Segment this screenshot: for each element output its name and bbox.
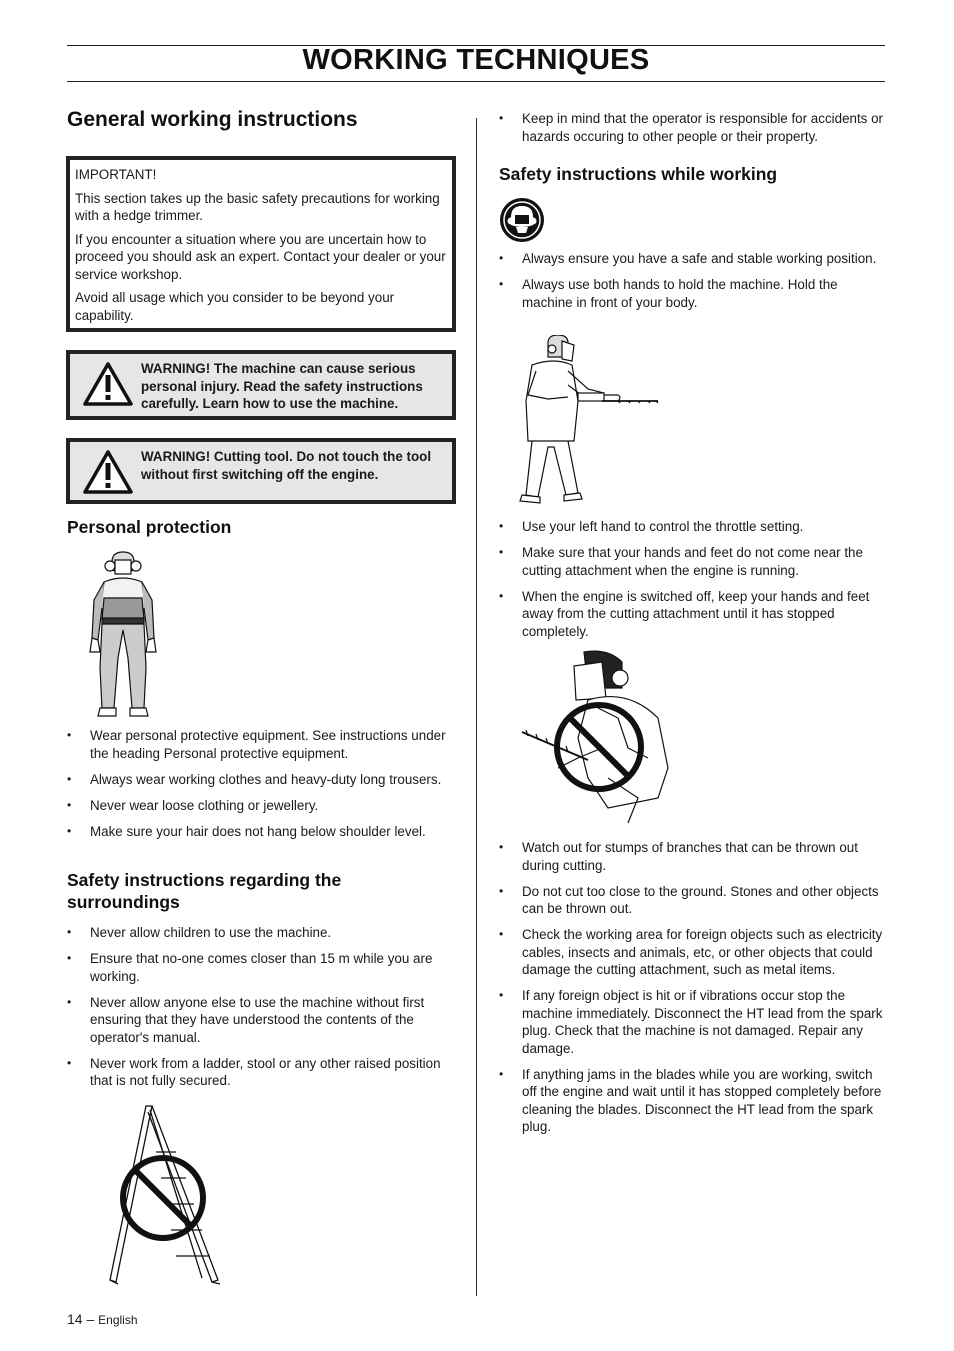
important-paragraph: If you encounter a situation where you are uncertain how to proceed you should ask an expert. Contact your dealer or your service workshop. (75, 231, 446, 282)
list-item: • If anything jams in the blades while you are working, switch off the engine and wait until it has stopped completely before cleaning the blades. Disconnect the HT lead from the spark plug. (499, 1066, 887, 1136)
list-item: • Always ensure you have a safe and stable working position. (499, 250, 887, 268)
list-item: • If any foreign object is hit or if vibrations occur stop the machine immediately. Disconnect the HT lead from the spark plug. Check that the machine is not damaged. Repair any damage. (499, 987, 887, 1057)
page-number: 14 – (67, 1311, 95, 1327)
section-title-personal-protection: Personal protection (67, 517, 232, 537)
list-item: • Make sure that your hands and feet do not come near the cutting attachment when the engine is running. (499, 544, 887, 579)
list-item: • Use your left hand to control the throttle setting. (499, 518, 887, 536)
warning-triangle-icon (83, 450, 133, 494)
warning-box-serious-injury (66, 350, 456, 420)
list-item: • Never wear loose clothing or jewellery. (67, 797, 457, 815)
header-bottom-rule (67, 81, 885, 82)
surroundings-list (67, 924, 457, 1098)
important-paragraph: This section takes up the basic safety precautions for working with a hedge trimmer. (75, 190, 440, 223)
list-item: • Check the working area for foreign objects such as electricity cables, insects and animals, etc, or other objects that could damage the cutting attachment, such as metal items. (499, 926, 887, 979)
protective-equipment-mandatory-icon (499, 197, 545, 243)
list-item: • Never work from a ladder, stool or any other raised position that is not fully secured. (67, 1055, 457, 1090)
hazard-awareness-list (499, 839, 887, 1144)
operator-holding-trimmer-illustration (518, 335, 663, 507)
section-title-while-working: Safety instructions while working (499, 164, 778, 184)
list-item: • Make sure your hair does not hang below shoulder level. (67, 823, 457, 841)
page-footer (67, 1311, 138, 1327)
list-item: • Always use both hands to hold the machine. Hold the machine in front of your body. (499, 276, 887, 311)
warning-text: WARNING! The machine can cause serious personal injury. Read the safety instructions carefully. Learn how to use the machine. (141, 361, 423, 411)
list-item: • When the engine is switched off, keep your hands and feet away from the cutting attachment until it has stopped completely. (499, 588, 887, 641)
operator-responsibility-list (499, 110, 887, 154)
warning-box-cutting-tool (66, 438, 456, 504)
list-item: • Always wear working clothes and heavy-duty long trousers. (67, 771, 457, 789)
list-item: • Keep in mind that the operator is responsible for accidents or hazards occuring to other people or their property. (499, 110, 887, 145)
warning-triangle-icon (83, 362, 133, 406)
column-divider (476, 118, 477, 1296)
section-title-surroundings: Safety instructions regarding the surroundings (67, 870, 342, 912)
no-touch-blade-prohibition-illustration (518, 648, 678, 828)
list-item: • Watch out for stumps of branches that can be thrown out during cutting. (499, 839, 887, 874)
personal-protection-list (67, 727, 457, 849)
list-item: • Do not cut too close to the ground. Stones and other objects can be thrown out. (499, 883, 887, 918)
important-box (66, 156, 456, 332)
page-title: WORKING TECHNIQUES (302, 44, 650, 76)
important-label: IMPORTANT! (75, 167, 157, 182)
list-item: • Ensure that no-one comes closer than 15 m while you are working. (67, 950, 457, 985)
list-item: • Wear personal protective equipment. See instructions under the heading Personal protective equipment. (67, 727, 457, 762)
section-title-general: General working instructions (67, 108, 358, 131)
working-position-list (499, 250, 887, 320)
list-item: • Never allow children to use the machine. (67, 924, 457, 942)
protective-equipment-person-illustration (88, 548, 158, 720)
no-ladder-prohibition-illustration (106, 1102, 226, 1287)
footer-language: English (98, 1313, 138, 1327)
warning-text: WARNING! Cutting tool. Do not touch the tool without first switching off the engine. (141, 449, 432, 482)
hand-safety-list (499, 518, 887, 649)
list-item: • Never allow anyone else to use the machine without first ensuring that they have understood the contents of the operator's manual. (67, 994, 457, 1047)
important-paragraph: Avoid all usage which you consider to be beyond your capability. (75, 290, 395, 323)
